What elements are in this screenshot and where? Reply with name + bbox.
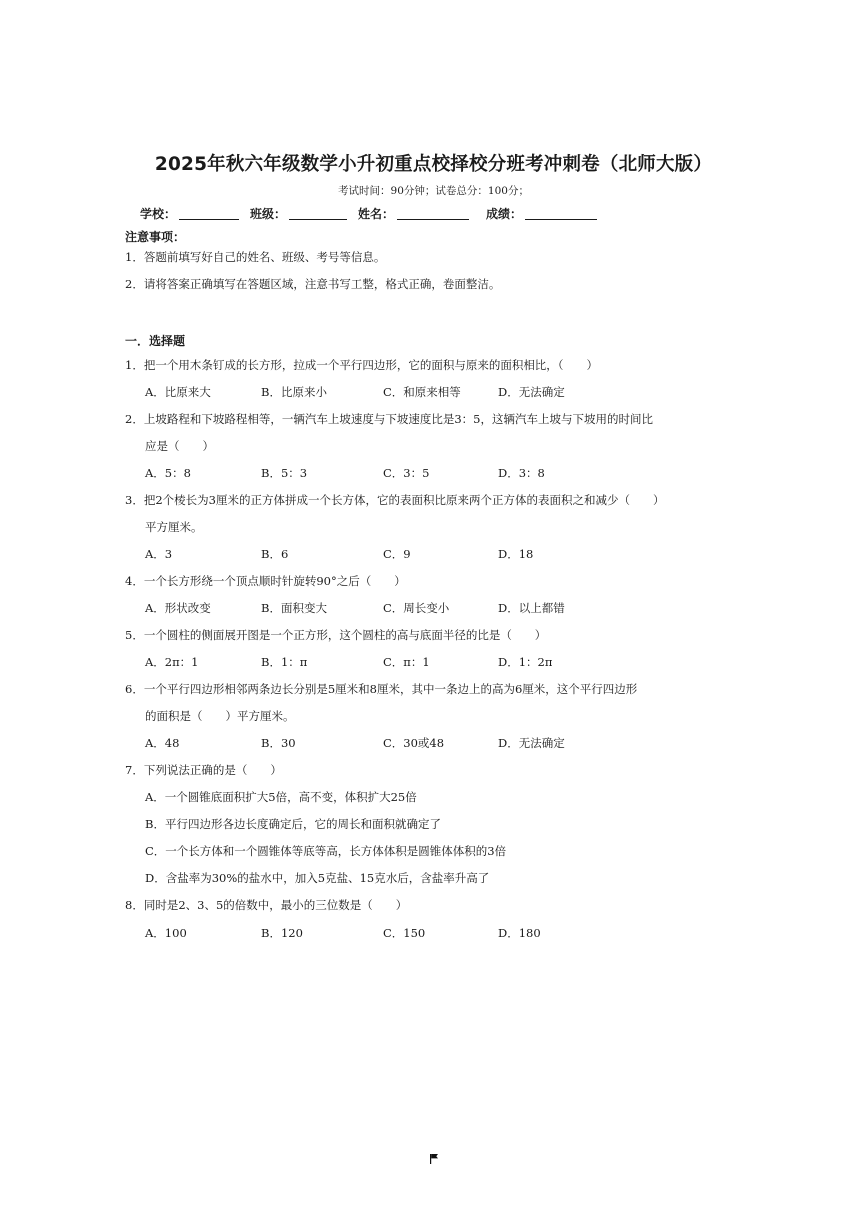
q3-option-d: D．18 <box>498 547 534 561</box>
q4-option-b: B．面积变大 <box>261 601 327 615</box>
q1-option-a: A．比原来大 <box>145 385 211 399</box>
q5-option-c: C．π：1 <box>383 655 430 669</box>
question-2-text-cont: 应是（ ） <box>145 439 214 453</box>
class-field <box>250 205 347 222</box>
class-blank <box>289 207 347 220</box>
q1-option-d: D．无法确定 <box>498 385 565 399</box>
question-4-text: 4．一个长方形绕一个顶点顺时针旋转90°之后（ ） <box>125 574 406 588</box>
page-title: 2025年秋六年级数学小升初重点校择校分班考冲刺卷（北师大版） <box>154 154 713 175</box>
q3-option-a: A．3 <box>145 547 173 561</box>
question-5-text: 5．一个圆柱的侧面展开图是一个正方形，这个圆柱的高与底面半径的比是（ ） <box>125 628 547 642</box>
school-label: 学校： <box>140 207 177 221</box>
q1-option-b: B．比原来小 <box>261 385 327 399</box>
score-blank <box>525 207 597 220</box>
name-field <box>358 205 469 222</box>
q2-option-b: B．5：3 <box>261 466 308 480</box>
q1-option-c: C．和原来相等 <box>383 385 461 399</box>
score-field <box>486 205 597 222</box>
q7-option-d: D．含盐率为30%的盐水中，加入5克盐、15克水后，含盐率升高了 <box>145 871 490 885</box>
note-item: 1．答题前填写好自己的姓名、班级、考号等信息。 <box>125 250 386 264</box>
question-1-text: 1．把一个用木条钉成的长方形，拉成一个平行四边形，它的面积与原来的面积相比，（ ） <box>125 358 599 372</box>
q6-option-d: D．无法确定 <box>498 736 565 750</box>
score-label: 成绩： <box>486 207 523 221</box>
name-blank <box>397 207 469 220</box>
question-3-text-cont: 平方厘米。 <box>145 520 203 534</box>
name-label: 姓名： <box>358 207 395 221</box>
q2-option-d: D．3：8 <box>498 466 545 480</box>
q2-option-a: A．5：8 <box>145 466 191 480</box>
class-label: 班级： <box>250 207 287 221</box>
question-3-text: 3．把2个棱长为3厘米的正方体拼成一个长方体，它的表面积比原来两个正方体的表面积之和减少（ ） <box>125 493 665 507</box>
question-8-text: 8．同时是2、3、5的倍数中，最小的三位数是（ ） <box>125 898 408 912</box>
note-item: 2．请将答案正确填写在答题区域，注意书写工整，格式正确，卷面整洁。 <box>125 277 501 291</box>
flag-icon <box>429 1153 439 1165</box>
question-6-text: 6．一个平行四边形相邻两条边长分别是5厘米和8厘米，其中一条边上的高为6厘米，这个平行四边形 <box>125 682 638 696</box>
q5-option-a: A．2π：1 <box>145 655 199 669</box>
question-7-text: 7．下列说法正确的是（ ） <box>125 763 282 777</box>
q7-option-a: A．一个圆锥底面积扩大5倍，高不变，体积扩大25倍 <box>145 790 417 804</box>
q4-option-d: D．以上都错 <box>498 601 565 615</box>
q3-option-c: C．9 <box>383 547 411 561</box>
q6-option-b: B．30 <box>261 736 296 750</box>
q8-option-a: A．100 <box>145 926 187 940</box>
q7-option-b: B．平行四边形各边长度确定后，它的周长和面积就确定了 <box>145 817 441 831</box>
q8-option-b: B．120 <box>261 926 303 940</box>
question-2-text: 2．上坡路程和下坡路程相等，一辆汽车上坡速度与下坡速度比是3：5，这辆汽车上坡与下坡用的时间比 <box>125 412 653 426</box>
q2-option-c: C．3：5 <box>383 466 430 480</box>
q8-option-d: D．180 <box>498 926 541 940</box>
notes-title: 注意事项： <box>125 230 186 244</box>
school-field <box>140 205 239 222</box>
q8-option-c: C．150 <box>383 926 426 940</box>
q3-option-b: B．6 <box>261 547 289 561</box>
exam-info: 考试时间：90分钟；试卷总分：100分； <box>338 185 529 197</box>
q7-option-c: C．一个长方体和一个圆锥体等底等高，长方体体积是圆锥体体积的3倍 <box>145 844 507 858</box>
q4-option-a: A．形状改变 <box>145 601 211 615</box>
q5-option-b: B．1：π <box>261 655 308 669</box>
section-title: 一．选择题 <box>125 334 186 348</box>
question-6-text-cont: 的面积是（ ）平方厘米。 <box>145 709 295 723</box>
q5-option-d: D．1：2π <box>498 655 553 669</box>
school-blank <box>179 207 239 220</box>
q6-option-c: C．30或48 <box>383 736 445 750</box>
q4-option-c: C．周长变小 <box>383 601 450 615</box>
q6-option-a: A．48 <box>145 736 180 750</box>
